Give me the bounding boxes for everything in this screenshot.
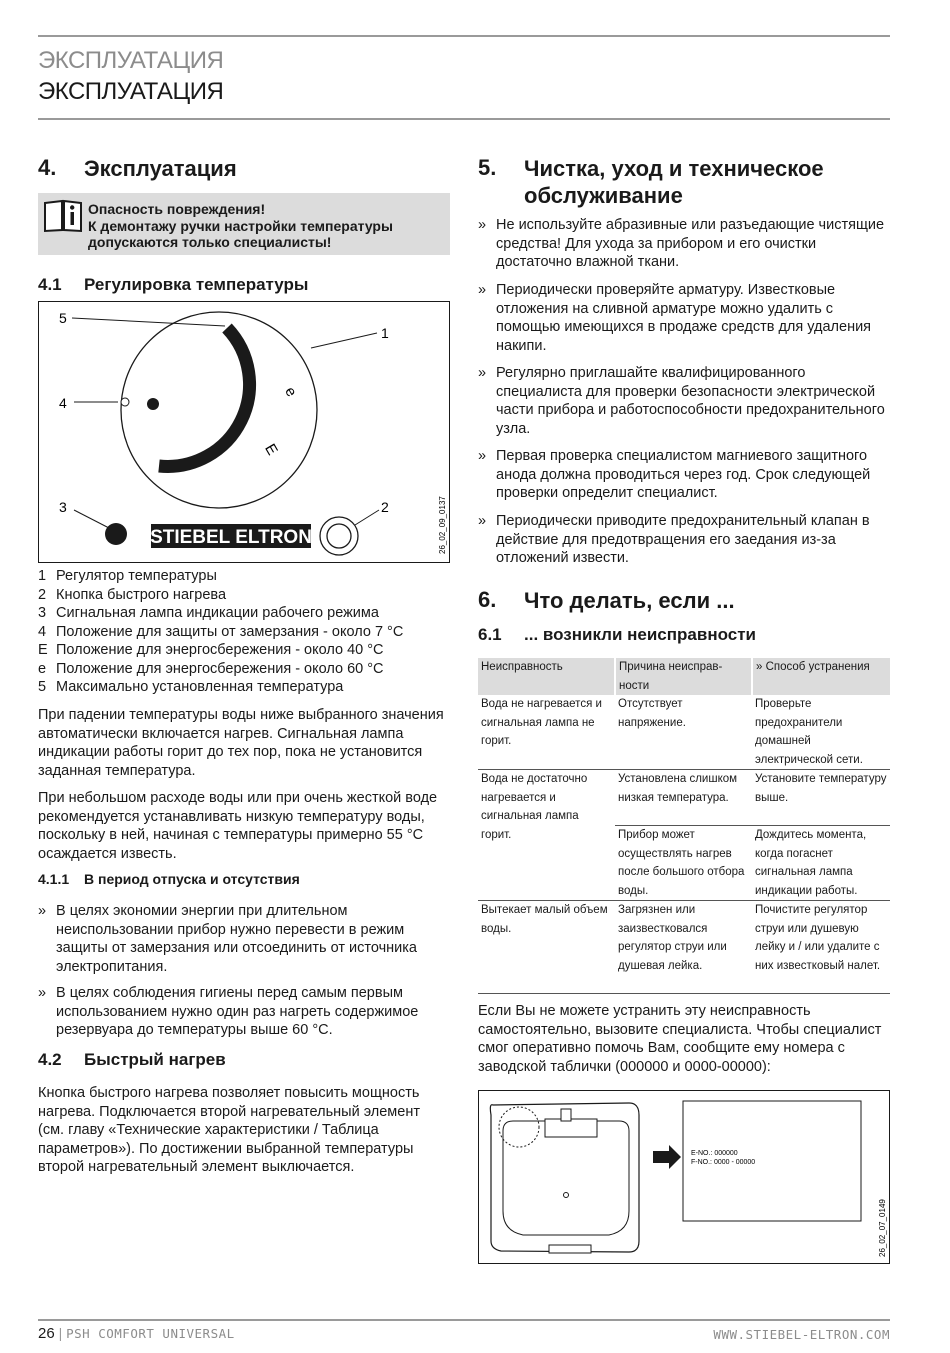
warning-box: [38, 193, 450, 255]
section-5-heading: [478, 155, 890, 211]
column-header: » Способ устранения: [752, 658, 890, 695]
bullet-item: » Периодически проверяйте арматуру. Известковые отложения на сливной арматуре можно удалить с помощью имеющихся в продаже средств для удаления накипи.: [478, 282, 872, 354]
footer-url: WWW.STIEBEL-ELTRON.COM: [713, 1327, 890, 1342]
arrow-right-icon: [653, 1145, 681, 1169]
table-header-row: [478, 658, 890, 695]
subsection-4-1-heading: [38, 275, 450, 297]
footer-left: [38, 1325, 235, 1342]
dial-outline: [121, 312, 317, 508]
callout-5: 5: [59, 310, 67, 326]
paragraph: Если Вы не можете устранить эту неисправность самостоятельно, вызовите специалиста. Чтобы специалист смог оперативно помочь Вам, сообщите ему номера с заводской таблички (000000 и 0000-00000):: [478, 1003, 882, 1075]
fault-cell: Вода не нагревается и сигнальная лампа не горит.: [478, 695, 615, 770]
section-6-heading: [478, 587, 890, 617]
bullet-item: » Регулярно приглашайте квалифицированного специалиста для проверки безопасности электрической части прибора и работоспособности предохранительного узла.: [478, 365, 885, 437]
callout-2: 2: [381, 499, 389, 515]
section-title: Что делать, если ...: [524, 588, 735, 613]
callout-3: 3: [59, 499, 67, 515]
paragraph: Кнопка быстрого нагрева позволяет повысить мощность нагрева. Подключается второй нагревательный элемент (см. главу «Технические характеристики / Таблица параметров»). По достижении выбранной температуры второй нагревательный элемент выключается.: [38, 1085, 420, 1175]
plate-e-no: E-NO.: 000000: [691, 1150, 738, 1157]
fault-cell: Вытекает малый объем воды.: [478, 901, 615, 994]
subsection-title: ... возникли неисправности: [524, 625, 756, 644]
footer-separator: |: [58, 1325, 63, 1341]
section-title: Эксплуатация: [84, 156, 237, 181]
subsection-title: В период отпуска и отсутствия: [84, 871, 300, 887]
book-info-icon: [42, 199, 84, 233]
bullet-item: » Не используйте абразивные или разъедающие чистящие средства! Для ухода за прибором и его очистки достаточно влажной ткани.: [478, 217, 885, 270]
subsection-4-2-heading: [38, 1050, 450, 1072]
subsection-number: 4.1.1: [38, 871, 70, 887]
warning-text: [88, 201, 448, 251]
frost-position-marker: [121, 398, 129, 406]
bullet-item: » Первая проверка специалистом магниевого защитного анода должна проводиться через год. Срок следующей проверки определит специалист.: [478, 448, 871, 501]
mark-E: E: [261, 441, 281, 459]
bullet-item: » В целях соблюдения гигиены перед самым первым использованием нужно один раз нагреть содержимое резервуара до температуры выше 60 °C.: [38, 985, 419, 1038]
table-row: [478, 695, 890, 770]
section-number: 4.: [38, 155, 57, 180]
knob-dot: [147, 398, 159, 410]
column-header: Причина неисправ-ности: [615, 658, 752, 695]
paragraph: При небольшом расходе воды или при очень жесткой воде рекомендуется устанавливать низкую температуру воды, поскольку в ней, начиная с температуры примерно 55 °C осаждается известь.: [38, 790, 438, 862]
paragraph: При падении температуры воды ниже выбранного значения автоматически включается нагрев. Сигнальная лампа индикации работы горит до тех пор, пока не установится заданная температура.: [38, 707, 444, 779]
footer-rule: [38, 1319, 890, 1321]
cause-cell: Установлена слишком низкая температура.: [615, 770, 752, 826]
troubleshooting-table: [478, 658, 890, 994]
appliance-illustration: [479, 1091, 889, 1263]
temperature-arc: [159, 328, 250, 466]
section-number: 5.: [478, 155, 497, 180]
figure-code: 26_02_07_0149: [878, 1199, 887, 1257]
fix-cell: Дождитесь момента, когда погаснет сигнальная лампа индикации работы.: [752, 826, 890, 901]
cause-cell: Загрязнен или заизвестковался регулятор струи или душевая лейка.: [615, 901, 752, 994]
subsection-6-1-heading: [478, 625, 890, 647]
product-name: PSH COMFORT UNIVERSAL: [66, 1326, 235, 1341]
figure-code: 26_02_09_0137: [438, 496, 447, 554]
subsection-number: 6.1: [478, 625, 502, 644]
fix-cell: Почистите регулятор струи или душевую лейку и / или удалите с них известковый налет.: [752, 901, 890, 994]
dial-illustration: [39, 302, 449, 562]
warning-body: К демонтажу ручки настройки температуры допускаются только специалисты!: [88, 217, 393, 250]
subsection-number: 4.1: [38, 275, 62, 294]
fault-cell: Вода не достаточно нагревается и сигнальная лампа горит.: [478, 770, 615, 901]
subsection-title: Быстрый нагрев: [84, 1050, 226, 1069]
header-title: ЭКСПЛУАТАЦИЯ: [38, 78, 224, 105]
mark-e: e: [281, 384, 301, 400]
indicator-lamp: [105, 523, 127, 545]
fix-cell: Проверьте предохранители домашней электрической сети.: [752, 695, 890, 770]
section-number: 6.: [478, 587, 497, 612]
cause-cell: Прибор может осуществлять нагрев после большого отбора воды.: [615, 826, 752, 901]
header-bottom-rule: [38, 118, 890, 120]
table-row: [478, 901, 890, 994]
bullet-item: » В целях экономии энергии при длительном неиспользовании прибор нужно перевести в режим защиты от замерзания или отсоединить от источника электропитания.: [38, 903, 417, 975]
section-title: Чистка, уход и техническое обслуживание: [524, 156, 824, 208]
brand-logo-text: STIEBEL ELTRON: [150, 527, 312, 548]
column-header: Неисправность: [478, 658, 615, 695]
subsection-number: 4.2: [38, 1050, 62, 1069]
rating-plate-figure: [478, 1090, 890, 1264]
cause-cell: Отсутствует напряжение.: [615, 695, 752, 770]
fix-cell: Установите температуру выше.: [752, 770, 890, 826]
plate-f-no: F-NO.: 0000 - 00000: [691, 1159, 756, 1166]
table-row: [478, 770, 890, 826]
bullet-item: » Периодически приводите предохранительный клапан в действие для предотвращения его заедания из-за отложений извести.: [478, 513, 870, 566]
temperature-dial-figure: [38, 301, 450, 563]
warning-title: Опасность повреждения!: [88, 201, 266, 217]
section-4-heading: [38, 155, 450, 185]
header-top-rule: [38, 35, 890, 37]
callout-1: 1: [381, 325, 389, 341]
subsection-title: Регулировка температуры: [84, 275, 309, 294]
page-number: 26: [38, 1325, 55, 1342]
header-title-gray: ЭКСПЛУАТАЦИЯ: [38, 47, 224, 74]
subsection-4-1-1-heading: [38, 871, 450, 889]
callout-4: 4: [59, 395, 67, 411]
